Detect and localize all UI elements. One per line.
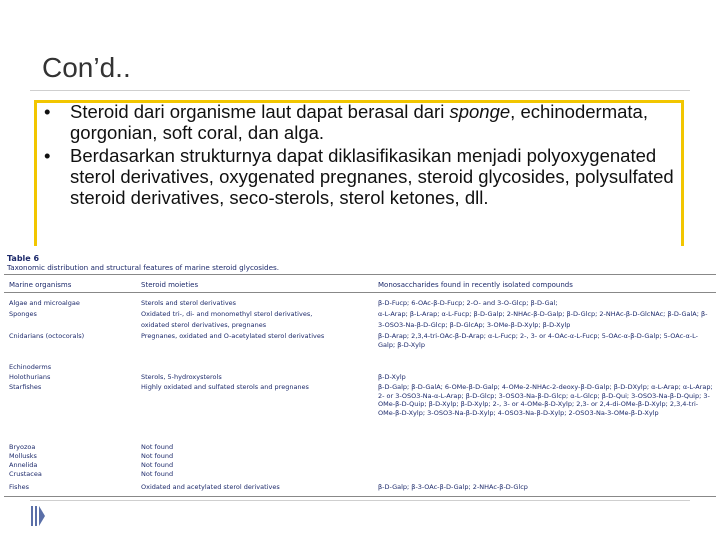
cell-moiety: Oxidated tri-, di- and monomethyl sterol derivatives, (141, 310, 313, 318)
cell-organism: Echinoderms (9, 363, 52, 371)
cell-moiety: Oxidated and acetylated sterol derivatives (141, 483, 280, 491)
cell-organism: Algae and microalgae (9, 299, 80, 307)
cell-organism: Fishes (9, 483, 29, 491)
table-rule-bottom (4, 496, 716, 497)
header-organisms: Marine organisms (9, 281, 72, 289)
table-caption: Taxonomic distribution and structural features of marine steroid glycosides. (7, 263, 280, 272)
cell-organism: Holothurians (9, 373, 51, 381)
cell-organism: Starfishes (9, 383, 42, 391)
table-title: Table 6 (7, 254, 40, 263)
cell-moiety: oxidated sterol derivatives, pregnanes (141, 321, 267, 329)
cell-organism: Mollusks (9, 452, 37, 460)
cell-moiety: Not found (141, 470, 174, 478)
cell-sugars: α-L-Arap; β-L-Arap; α-L-Fucp; β-D-Galp; 2-NHAc-β-D-Galp; β-D-Glcp; 2-NHAc-β-D-GlcNAc; β-D-GalA; β- (378, 310, 708, 318)
cell-organism: Bryozoa (9, 443, 36, 451)
table-rule-header (4, 292, 716, 293)
cell-sugars: β-D-Fucp; 6-OAc-β-D-Fucp; 2-O- and 3-O-Glcp; β-D-Gal; (378, 299, 558, 307)
cell-sugars: β-D-Arap; 2,3,4-tri-OAc-β-D-Arap; α-L-Fucp; 2-, 3- or 4-OAc-α-L-Fucp; 5-OAc-α-β-D-Galp; 5-OAc-α-L-Galp; β-D-Xylp (378, 332, 698, 349)
bullet-list (42, 101, 682, 210)
cell-moiety: Pregnanes, oxidated and O-acetylated sterol derivatives (141, 332, 325, 340)
title-divider (30, 90, 690, 91)
bullet-text-end: , echinodermata, gorgonian, soft coral, dan alga. (70, 101, 648, 143)
cell-organism: Crustacea (9, 470, 42, 478)
cell-moiety: Sterols and sterol derivatives (141, 299, 237, 307)
bullet-text: Steroid dari organisme laut dapat berasal dari (70, 101, 450, 122)
bullet-item (42, 145, 682, 208)
cell-organism: Sponges (9, 310, 37, 318)
bullet-item (42, 101, 682, 143)
cell-moiety: Highly oxidated and sulfated sterols and pregnanes (141, 383, 309, 391)
nav-arrow-icon[interactable] (31, 506, 45, 526)
cell-sugars: β-D-Galp; β-D-GalA; 6-OMe-β-D-Galp; 4-OMe-2-NHAc-2-deoxy-β-D-Galp; β-D-DXylp; α-L-Arap; α-L-Arap; 2- or 3-OSO3-Na-α-L-Arap; β-D-Glcp; 3-OSO3-Na-β-D-Glcp; α-L-Glcp; β-D-Qui; 3-OSO3-Na-β-D-Quip; 3-OMe-β-D-Quip; β-D-Xylp; β-D-Xylp; 2-, 3- or 4-OMe-β-D-Xylp; 2,3- or 2,4-di-OMe-β-D-Xylp; 2,3,4-tri-OMe-β-D-Xylp; 3-OSO3-Na-β-D-Xylp; 4-OSO3-Na-β-D-Xylp; 2-OSO3-Na-3-OMe-β-D-Xylp (378, 383, 713, 418)
footer-divider (30, 500, 690, 501)
slide-title: Con’d.. (42, 52, 131, 83)
cell-moiety: Not found (141, 443, 174, 451)
cell-sugars: β-D-Galp; β-3-OAc-β-D-Galp; 2-NHAc-β-D-Glcp (378, 483, 528, 491)
bullet-emphasis: sponge (449, 101, 511, 122)
steroid-glycosides-table (4, 250, 716, 498)
header-moieties: Steroid moieties (141, 281, 199, 289)
header-monosaccharides: Monosaccharides found in recently isolated compounds (378, 281, 573, 289)
cell-moiety: Not found (141, 461, 174, 469)
cell-moiety: Not found (141, 452, 174, 460)
cell-organism: Cnidarians (octocorals) (9, 332, 85, 340)
bullet-marker: • (44, 145, 51, 166)
cell-sugars: 3-OSO3-Na-β-D-Glcp; β-D-GlcAp; 3-OMe-β-D-Xylp; β-D-Xylp (378, 321, 571, 329)
table-rule-top (4, 274, 716, 275)
bullet-text: Berdasarkan strukturnya dapat diklasifikasikan menjadi polyoxygenated sterol derivatives, oxygenated pregnanes, steroid glycosides, polysulfated steroid derivatives, seco-sterols, sterol ketones, dll. (70, 145, 674, 208)
cell-organism: Annelida (9, 461, 38, 469)
cell-sugars: β-D-Xylp (378, 373, 406, 381)
bullet-marker: • (44, 101, 51, 122)
cell-moiety: Sterols, 5-hydroxysterols (141, 373, 222, 381)
